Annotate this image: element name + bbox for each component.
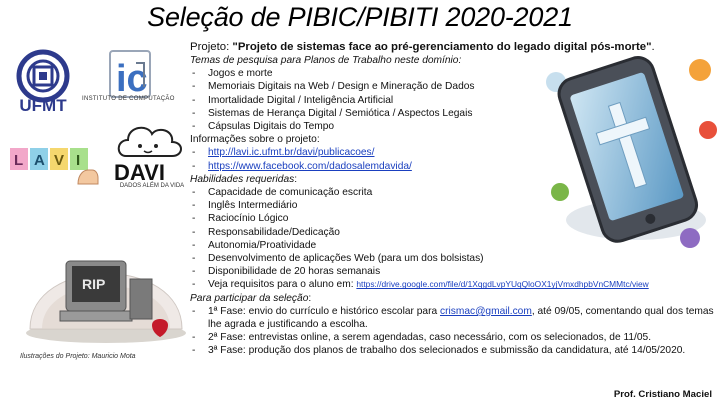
- skill-item: - Responsabilidade/Dedicação: [190, 226, 718, 239]
- davi-tagline: DADOS ALÉM DA VIDA: [119, 183, 185, 189]
- svg-text:ic: ic: [116, 58, 148, 100]
- lavi-letter-a: A: [34, 152, 45, 169]
- lavi-letter-v: V: [54, 152, 65, 169]
- skills-colon: :: [294, 173, 298, 185]
- phase-1-text-a: 1ª Fase: envio do currículo e histórico escolar para: [208, 305, 440, 317]
- phase-1-item: [190, 305, 718, 331]
- info-link-item: [190, 160, 718, 173]
- skill-item: - Autonomia/Proatividade: [190, 239, 718, 252]
- theme-item: - Memoriais Digitais na Web / Design e Mineração de Dados: [190, 80, 718, 93]
- requirements-text: Veja requisitos para o aluno em:: [208, 279, 357, 291]
- project-suffix: .: [651, 41, 655, 53]
- themes-heading: Temas de pesquisa para Planos de Trabalho neste domínio:: [190, 55, 462, 66]
- davi-wordmark: DAVI: [114, 160, 165, 185]
- skills-heading: Habilidades requeridas: [190, 173, 295, 185]
- lavi-letter-i: I: [76, 152, 81, 169]
- skill-item: - Raciocínio Lógico: [190, 212, 718, 225]
- requirements-link[interactable]: https://drive.google.com/file/d/1XqgdLvpYUqQloOX1yjVmxdhpbVnCMMtc/view: [356, 279, 649, 290]
- phase-1-text-b: , até 09/05, comentando qual dos temas lhe agrada e justificando a escolha.: [208, 305, 714, 331]
- phase-3-item: - 3ª Fase: produção dos planos de trabalho dos selecionados e submissão da candidatura, até 14/05/2020.: [190, 344, 718, 357]
- info-heading: Informações sobre o projeto:: [190, 134, 320, 146]
- illustration-credit: Ilustrações do Projeto: Mauricio Mota: [20, 353, 136, 360]
- skill-item: - Capacidade de comunicação escrita: [190, 186, 718, 199]
- lavi-letter-l: L: [14, 152, 24, 169]
- lavi-logo: [8, 140, 100, 188]
- professor-name: Prof. Cristiano Maciel: [613, 389, 712, 400]
- skills-heading-line: [190, 173, 718, 186]
- page-title: Seleção de PIBIC/PIBITI 2020-2021: [147, 2, 573, 32]
- skill-item: - Desenvolvimento de aplicações Web (para um dos bolsistas): [190, 252, 718, 265]
- theme-item: - Jogos e morte: [190, 67, 718, 80]
- skill-item: - Disponibilidade de 20 horas semanais: [190, 265, 718, 278]
- participate-colon: :: [308, 292, 312, 304]
- theme-item: - Imortalidade Digital / Inteligência Artificial: [190, 94, 718, 107]
- publications-link[interactable]: http://lavi.ic.ufmt.br/davi/publicacoes/: [208, 147, 375, 159]
- theme-item: - Sistemas de Herança Digital / Semiótica / Aspectos Legais: [190, 107, 718, 120]
- info-link-item: [190, 146, 718, 159]
- requirements-item: [190, 278, 718, 291]
- phase-2-item: - 2ª Fase: entrevistas online, a serem agendadas, caso necessário, com os selecionados, de 11/05.: [190, 331, 718, 344]
- theme-item: - Cápsulas Digitais do Tempo: [190, 120, 718, 133]
- skill-item: - Inglês Intermediário: [190, 199, 718, 212]
- project-label: Projeto:: [190, 41, 233, 53]
- main-content: [190, 40, 718, 358]
- email-link[interactable]: crismac@gmail.com: [439, 305, 532, 317]
- project-line: [190, 40, 718, 54]
- facebook-link[interactable]: https://www.facebook.com/dadosalemdavida/: [208, 160, 412, 172]
- ic-logo-text: INSTITUTO DE COMPUTAÇÃO: [82, 96, 175, 102]
- project-name: "Projeto de sistemas face ao pré-gerenciamento do legado digital pós-morte": [232, 41, 652, 53]
- participate-heading: Para participar da seleção: [190, 292, 309, 304]
- rip-text: RIP: [82, 276, 106, 292]
- participate-heading-line: [190, 292, 718, 305]
- ufmt-logo-text: UFMT: [19, 96, 67, 115]
- rip-computer-illustration: [20, 225, 192, 345]
